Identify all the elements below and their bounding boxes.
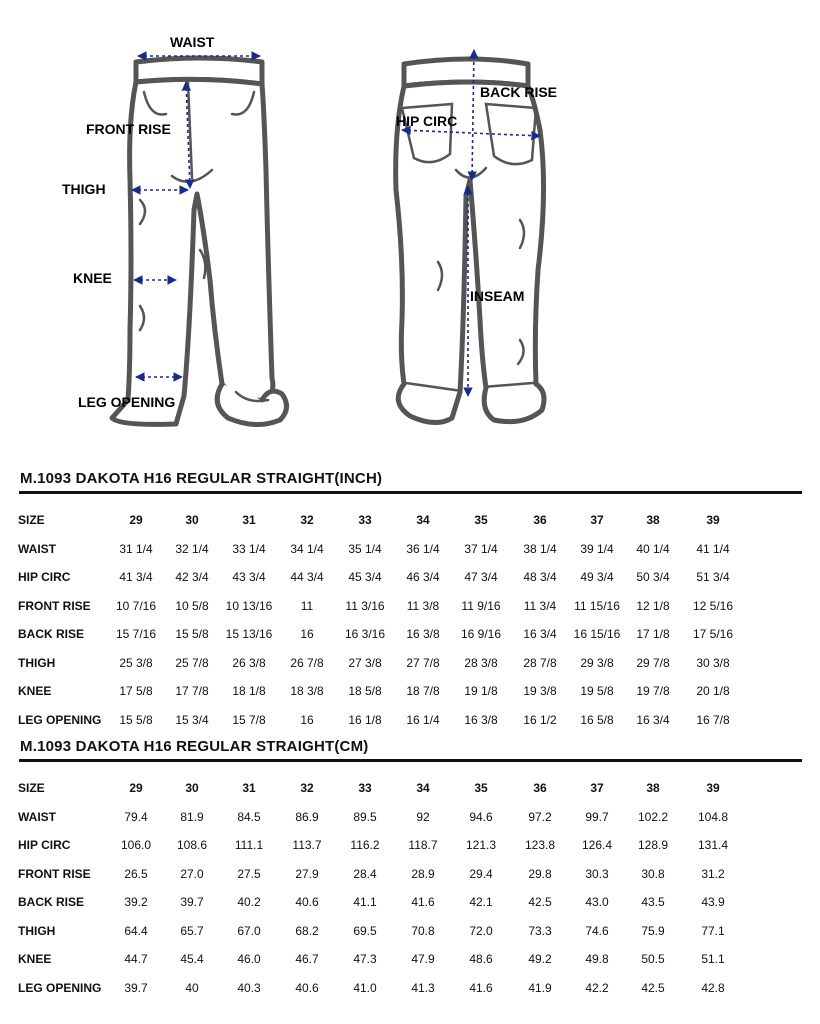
table-cell: 16 15/16 bbox=[573, 627, 621, 642]
table-cell: 34 1/4 bbox=[290, 541, 324, 556]
table-cell: 40 bbox=[185, 980, 199, 995]
table-cell: 43.5 bbox=[641, 895, 665, 910]
table-cell: 25 7/8 bbox=[175, 655, 209, 670]
size-header-label: SIZE bbox=[18, 513, 45, 528]
back-rise-label: BACK RISE bbox=[480, 84, 558, 100]
leg-opening-label: LEG OPENING bbox=[78, 394, 176, 410]
size-header-label: SIZE bbox=[18, 781, 45, 796]
title-divider bbox=[19, 759, 802, 762]
table-cell: 26.5 bbox=[124, 866, 148, 881]
size-header-cell: 30 bbox=[185, 781, 199, 796]
hip-circ-label: HIP CIRC bbox=[396, 113, 458, 129]
table-cell: 28 3/8 bbox=[464, 655, 498, 670]
table-cell: 26 3/8 bbox=[232, 655, 266, 670]
table-cell: 41.3 bbox=[411, 980, 435, 995]
row-label: BACK RISE bbox=[18, 895, 85, 910]
table-cell: 46.0 bbox=[237, 952, 261, 967]
table-cell: 27 3/8 bbox=[348, 655, 382, 670]
knee-label: KNEE bbox=[73, 270, 112, 286]
size-header-cell: 29 bbox=[129, 781, 143, 796]
size-header-cell: 31 bbox=[242, 781, 256, 796]
table-cell: 29 7/8 bbox=[636, 655, 670, 670]
table-cell: 84.5 bbox=[237, 809, 261, 824]
table-cell: 42.1 bbox=[469, 895, 493, 910]
table-row bbox=[18, 888, 744, 917]
row-label: LEG OPENING bbox=[18, 980, 102, 995]
table-row bbox=[18, 945, 744, 974]
table-cell: 43.0 bbox=[585, 895, 609, 910]
table-cell: 30 3/8 bbox=[696, 655, 730, 670]
size-header-cell: 33 bbox=[358, 513, 372, 528]
table-cell: 30.3 bbox=[585, 866, 609, 881]
table-cell: 49.2 bbox=[528, 952, 552, 967]
table-cell: 19 5/8 bbox=[580, 684, 614, 699]
row-label: THIGH bbox=[18, 655, 56, 670]
front-rise-label: FRONT RISE bbox=[86, 121, 171, 137]
table-cell: 15 7/16 bbox=[115, 627, 157, 642]
table-cell: 74.6 bbox=[585, 923, 609, 938]
table-cell: 99.7 bbox=[585, 809, 609, 824]
size-header-cell: 33 bbox=[358, 781, 372, 796]
table-cell: 27.0 bbox=[180, 866, 204, 881]
table-cell: 41.1 bbox=[353, 895, 377, 910]
table-cell: 45 3/4 bbox=[348, 570, 382, 585]
table-cell: 36 1/4 bbox=[406, 541, 440, 556]
table-cell: 11 9/16 bbox=[461, 598, 501, 613]
table-cell: 86.9 bbox=[295, 809, 319, 824]
table-cell: 126.4 bbox=[581, 838, 613, 853]
table-cell: 29.8 bbox=[528, 866, 552, 881]
table-cell: 39.7 bbox=[180, 895, 204, 910]
table-row bbox=[18, 535, 744, 564]
table-cell: 20 1/8 bbox=[696, 684, 730, 699]
row-label: LEG OPENING bbox=[18, 712, 102, 727]
size-header-row bbox=[18, 506, 744, 535]
size-header-cell: 35 bbox=[474, 513, 488, 528]
size-header-row bbox=[18, 774, 744, 803]
waist-label: WAIST bbox=[170, 34, 215, 50]
table-cell: 16 1/2 bbox=[523, 712, 557, 727]
table-cell: 40.3 bbox=[237, 980, 261, 995]
table-cell: 42 3/4 bbox=[175, 570, 209, 585]
table-cell: 41.0 bbox=[353, 980, 377, 995]
thigh-label: THIGH bbox=[62, 181, 106, 197]
table-cell: 123.8 bbox=[524, 838, 556, 853]
table-cell: 25 3/8 bbox=[119, 655, 153, 670]
table-cell: 39.7 bbox=[124, 980, 148, 995]
table-cell: 128.9 bbox=[637, 838, 669, 853]
table-row bbox=[18, 592, 744, 621]
table-row bbox=[18, 803, 744, 832]
size-header-cell: 31 bbox=[242, 513, 256, 528]
size-header-cell: 36 bbox=[533, 781, 547, 796]
table-cell: 39.2 bbox=[124, 895, 148, 910]
table-cell: 35 1/4 bbox=[348, 541, 382, 556]
table-cell: 47 3/4 bbox=[464, 570, 498, 585]
table-cell: 27.5 bbox=[237, 866, 261, 881]
table-cell: 19 7/8 bbox=[636, 684, 670, 699]
table-row bbox=[18, 620, 744, 649]
table-cell: 29.4 bbox=[469, 866, 493, 881]
table-cell: 75.9 bbox=[641, 923, 665, 938]
table-row bbox=[18, 706, 744, 735]
table-cell: 27 7/8 bbox=[406, 655, 440, 670]
row-label: FRONT RISE bbox=[18, 598, 91, 613]
table-cell: 68.2 bbox=[295, 923, 319, 938]
table-cell: 67.0 bbox=[237, 923, 261, 938]
table-cell: 40.6 bbox=[295, 980, 319, 995]
table-cell: 28.9 bbox=[411, 866, 435, 881]
table-cell: 16 1/8 bbox=[348, 712, 382, 727]
table-cell: 70.8 bbox=[411, 923, 435, 938]
size-header-cell: 30 bbox=[185, 513, 199, 528]
measurement-diagram bbox=[0, 0, 820, 460]
table-cell: 47.3 bbox=[353, 952, 377, 967]
table-cell: 16 bbox=[300, 627, 314, 642]
size-chart-title: M.1093 DAKOTA H16 REGULAR STRAIGHT(CM) bbox=[20, 738, 369, 755]
table-cell: 15 13/16 bbox=[225, 627, 273, 642]
table-cell: 51.1 bbox=[701, 952, 725, 967]
table-cell: 19 1/8 bbox=[464, 684, 498, 699]
table-cell: 10 13/16 bbox=[225, 598, 273, 613]
table-cell: 94.6 bbox=[469, 809, 493, 824]
table-cell: 40.2 bbox=[237, 895, 261, 910]
size-header-cell: 29 bbox=[129, 513, 143, 528]
table-cell: 106.0 bbox=[120, 838, 152, 853]
table-cell: 40.6 bbox=[295, 895, 319, 910]
table-cell: 16 3/4 bbox=[636, 712, 670, 727]
table-cell: 45.4 bbox=[180, 952, 204, 967]
size-header-cell: 38 bbox=[646, 781, 660, 796]
table-row bbox=[18, 677, 744, 706]
size-header-cell: 35 bbox=[474, 781, 488, 796]
row-label: THIGH bbox=[18, 923, 56, 938]
table-cell: 11 bbox=[300, 598, 314, 613]
table-cell: 48.6 bbox=[469, 952, 493, 967]
table-cell: 50 3/4 bbox=[636, 570, 670, 585]
table-cell: 17 7/8 bbox=[175, 684, 209, 699]
table-cell: 15 7/8 bbox=[232, 712, 266, 727]
table-cell: 16 bbox=[300, 712, 314, 727]
table-cell: 18 7/8 bbox=[406, 684, 440, 699]
row-label: HIP CIRC bbox=[18, 570, 71, 585]
table-cell: 32 1/4 bbox=[175, 541, 209, 556]
table-cell: 73.3 bbox=[528, 923, 552, 938]
table-cell: 41 3/4 bbox=[119, 570, 153, 585]
table-cell: 28.4 bbox=[353, 866, 377, 881]
table-cell: 116.2 bbox=[350, 838, 380, 853]
table-cell: 43 3/4 bbox=[232, 570, 266, 585]
table-cell: 43.9 bbox=[701, 895, 725, 910]
table-cell: 69.5 bbox=[353, 923, 377, 938]
table-cell: 18 5/8 bbox=[348, 684, 382, 699]
row-label: BACK RISE bbox=[18, 627, 85, 642]
table-cell: 11 3/16 bbox=[345, 598, 385, 613]
row-label: WAIST bbox=[18, 541, 56, 556]
front-view-jeans bbox=[112, 58, 287, 425]
table-cell: 77.1 bbox=[701, 923, 725, 938]
size-header-cell: 34 bbox=[416, 513, 430, 528]
table-cell: 108.6 bbox=[176, 838, 208, 853]
table-cell: 15 5/8 bbox=[119, 712, 153, 727]
table-cell: 41.6 bbox=[411, 895, 435, 910]
table-cell: 16 3/8 bbox=[464, 712, 498, 727]
table-cell: 65.7 bbox=[180, 923, 204, 938]
size-header-cell: 32 bbox=[300, 781, 314, 796]
table-cell: 81.9 bbox=[180, 809, 204, 824]
table-cell: 12 5/16 bbox=[692, 598, 734, 613]
row-label: HIP CIRC bbox=[18, 838, 71, 853]
table-cell: 12 1/8 bbox=[636, 598, 670, 613]
table-row bbox=[18, 831, 744, 860]
table-cell: 18 1/8 bbox=[232, 684, 266, 699]
table-cell: 46.7 bbox=[295, 952, 319, 967]
size-header-cell: 32 bbox=[300, 513, 314, 528]
table-cell: 19 3/8 bbox=[523, 684, 557, 699]
table-row bbox=[18, 917, 744, 946]
table-cell: 31 1/4 bbox=[119, 541, 153, 556]
table-cell: 64.4 bbox=[124, 923, 148, 938]
table-cell: 79.4 bbox=[124, 809, 148, 824]
table-cell: 37 1/4 bbox=[464, 541, 498, 556]
table-cell: 16 9/16 bbox=[460, 627, 502, 642]
table-cell: 92 bbox=[416, 809, 430, 824]
table-cell: 121.3 bbox=[465, 838, 497, 853]
table-cell: 102.2 bbox=[637, 809, 669, 824]
table-cell: 42.2 bbox=[585, 980, 609, 995]
inseam-label: INSEAM bbox=[470, 288, 525, 304]
table-cell: 16 3/4 bbox=[523, 627, 557, 642]
table-cell: 113.7 bbox=[292, 838, 322, 853]
table-cell: 30.8 bbox=[641, 866, 665, 881]
table-cell: 41.9 bbox=[528, 980, 552, 995]
size-header-cell: 37 bbox=[590, 513, 604, 528]
size-header-cell: 37 bbox=[590, 781, 604, 796]
table-cell: 40 1/4 bbox=[636, 541, 670, 556]
table-row bbox=[18, 974, 744, 1003]
size-chart-title: M.1093 DAKOTA H16 REGULAR STRAIGHT(INCH) bbox=[20, 470, 383, 487]
size-header-cell: 39 bbox=[706, 513, 720, 528]
table-cell: 46 3/4 bbox=[406, 570, 440, 585]
table-cell: 118.7 bbox=[408, 838, 438, 853]
table-cell: 15 3/4 bbox=[175, 712, 209, 727]
row-label: WAIST bbox=[18, 809, 56, 824]
table-cell: 44.7 bbox=[124, 952, 148, 967]
table-cell: 41 1/4 bbox=[696, 541, 730, 556]
table-cell: 16 1/4 bbox=[406, 712, 440, 727]
table-cell: 18 3/8 bbox=[290, 684, 324, 699]
table-cell: 15 5/8 bbox=[175, 627, 209, 642]
jeans-illustration bbox=[0, 0, 820, 460]
table-cell: 42.5 bbox=[641, 980, 665, 995]
table-cell: 42.5 bbox=[528, 895, 552, 910]
table-cell: 16 3/8 bbox=[406, 627, 440, 642]
size-header-cell: 34 bbox=[416, 781, 430, 796]
size-header-cell: 39 bbox=[706, 781, 720, 796]
table-cell: 41.6 bbox=[469, 980, 493, 995]
row-label: KNEE bbox=[18, 684, 52, 699]
table-cell: 10 5/8 bbox=[175, 598, 209, 613]
table-cell: 11 3/8 bbox=[406, 598, 440, 613]
table-cell: 26 7/8 bbox=[290, 655, 324, 670]
table-cell: 38 1/4 bbox=[523, 541, 557, 556]
size-table bbox=[18, 774, 744, 1002]
table-cell: 39 1/4 bbox=[580, 541, 614, 556]
table-cell: 16 7/8 bbox=[696, 712, 730, 727]
table-row bbox=[18, 860, 744, 889]
size-header-cell: 36 bbox=[533, 513, 547, 528]
table-cell: 72.0 bbox=[469, 923, 493, 938]
table-cell: 33 1/4 bbox=[232, 541, 266, 556]
table-cell: 16 5/8 bbox=[580, 712, 614, 727]
table-cell: 11 3/4 bbox=[523, 598, 557, 613]
table-row bbox=[18, 563, 744, 592]
table-cell: 42.8 bbox=[701, 980, 725, 995]
size-header-cell: 38 bbox=[646, 513, 660, 528]
table-cell: 27.9 bbox=[295, 866, 319, 881]
table-cell: 17 1/8 bbox=[636, 627, 670, 642]
row-label: FRONT RISE bbox=[18, 866, 91, 881]
table-cell: 28 7/8 bbox=[523, 655, 557, 670]
table-cell: 89.5 bbox=[353, 809, 377, 824]
table-cell: 50.5 bbox=[641, 952, 665, 967]
row-label: KNEE bbox=[18, 952, 52, 967]
table-cell: 131.4 bbox=[697, 838, 729, 853]
table-cell: 44 3/4 bbox=[290, 570, 324, 585]
table-cell: 49.8 bbox=[585, 952, 609, 967]
table-cell: 97.2 bbox=[528, 809, 552, 824]
table-cell: 29 3/8 bbox=[580, 655, 614, 670]
table-cell: 16 3/16 bbox=[344, 627, 386, 642]
table-row bbox=[18, 649, 744, 678]
table-cell: 49 3/4 bbox=[580, 570, 614, 585]
table-cell: 17 5/16 bbox=[692, 627, 734, 642]
table-cell: 11 15/16 bbox=[574, 598, 620, 613]
table-cell: 10 7/16 bbox=[115, 598, 157, 613]
table-cell: 51 3/4 bbox=[696, 570, 730, 585]
title-divider bbox=[19, 491, 802, 494]
table-cell: 111.1 bbox=[234, 838, 264, 853]
table-cell: 48 3/4 bbox=[523, 570, 557, 585]
size-table bbox=[18, 506, 744, 734]
table-cell: 47.9 bbox=[411, 952, 435, 967]
table-cell: 104.8 bbox=[697, 809, 729, 824]
table-cell: 17 5/8 bbox=[119, 684, 153, 699]
table-cell: 31.2 bbox=[701, 866, 725, 881]
